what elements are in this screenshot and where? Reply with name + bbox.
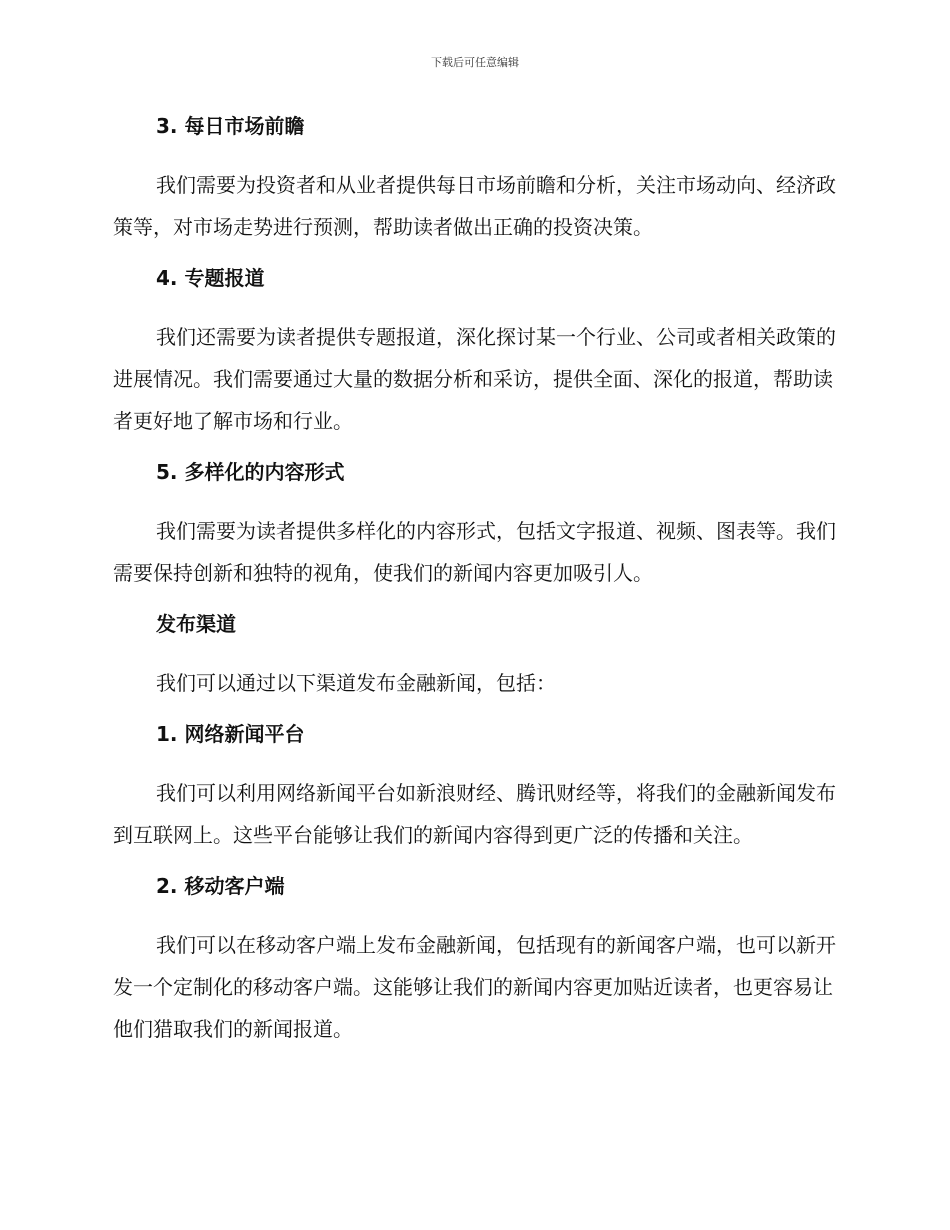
section-heading-daily-outlook: 3. 每日市场前瞻 [156,114,305,138]
paragraph-channels-intro: 我们可以通过以下渠道发布金融新闻，包括： [156,671,556,695]
paragraph-content-forms: 我们需要为读者提供多样化的内容形式，包括文字报道、视频、图表等。我们需要保持创新和独特的视角，使我们的新闻内容更加吸引人。 [113,519,836,585]
section-heading-channels: 发布渠道 [156,612,236,636]
section-heading-mobile-client: 2. 移动客户端 [156,874,285,898]
section-heading-online-platforms: 1. 网络新闻平台 [156,722,305,746]
paragraph-mobile-client: 我们可以在移动客户端上发布金融新闻，包括现有的新闻客户端，也可以新开发一个定制化的移动客户端。这能够让我们的新闻内容更加贴近读者，也更容易让他们猎取我们的新闻报道。 [113,933,836,1041]
section-heading-special-reports: 4. 专题报道 [156,266,265,290]
document-body [113,110,837,1064]
page-header: 下载后可任意编辑 [431,56,519,69]
section-heading-content-forms: 5. 多样化的内容形式 [156,460,345,484]
paragraph-online-platforms: 我们可以利用网络新闻平台如新浪财经、腾讯财经等，将我们的金融新闻发布到互联网上。这些平台能够让我们的新闻内容得到更广泛的传播和关注。 [113,781,836,847]
paragraph-daily-outlook: 我们需要为投资者和从业者提供每日市场前瞻和分析，关注市场动向、经济政策等，对市场走势进行预测，帮助读者做出正确的投资决策。 [113,173,836,239]
paragraph-special-reports: 我们还需要为读者提供专题报道，深化探讨某一个行业、公司或者相关政策的进展情况。我们需要通过大量的数据分析和采访，提供全面、深化的报道，帮助读者更好地了解市场和行业。 [113,325,836,433]
